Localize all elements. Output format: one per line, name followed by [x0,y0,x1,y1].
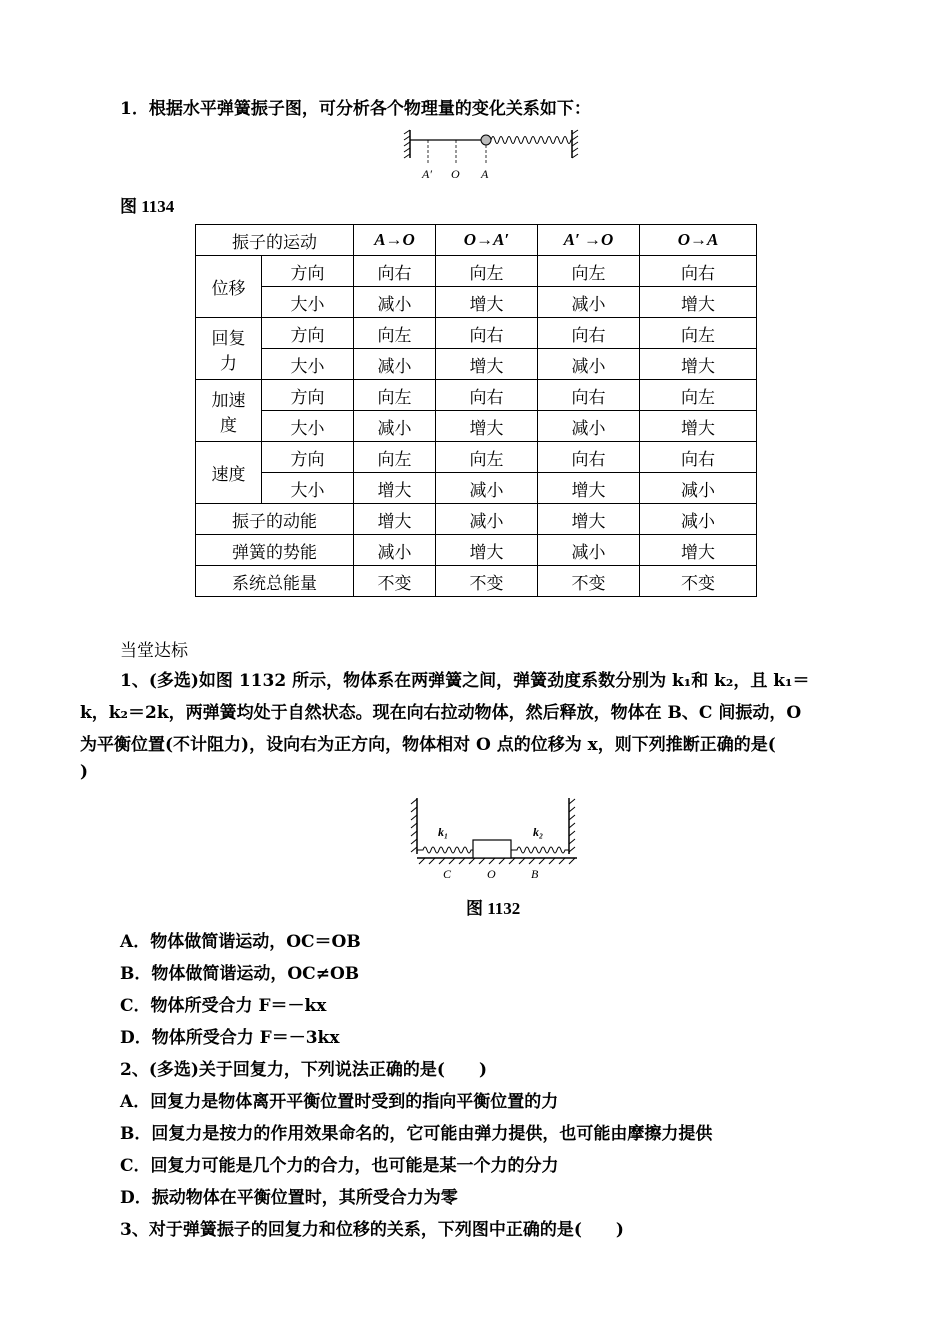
sub-cell: 大小 [262,349,354,380]
header-cell: A→O [354,225,436,256]
spring-oscillator-diagram [400,124,590,186]
table-cell: 增大 [436,535,538,566]
table-cell: 增大 [538,504,640,535]
label-a-prime: A′ [422,167,432,181]
sub-cell: 大小 [262,287,354,318]
table-row [196,473,757,504]
table-cell: 增大 [640,349,757,380]
table-cell: 减小 [354,535,436,566]
table-cell: 减小 [538,349,640,380]
header-cell: A′ →O [538,225,640,256]
table-cell: 减小 [538,411,640,442]
header-cell: O→A′ [436,225,538,256]
table-cell: 增大 [640,535,757,566]
table-row [196,535,757,566]
q2-stem: 2、(多选)关于回复力，下列说法正确的是( ) [120,1060,488,1080]
table-cell: 向右 [538,442,640,473]
table-cell: 向右 [538,318,640,349]
label-b: B [531,867,539,881]
row-name-cell: 系统总能量 [196,566,354,597]
group-name-cell: 速度 [196,442,262,504]
table-cell: 减小 [436,473,538,504]
q2-option-b: B．回复力是按力的作用效果命名的，它可能由弹力提供，也可能由摩擦力提供 [120,1124,713,1144]
label-a: A [481,167,489,181]
table-cell: 增大 [640,411,757,442]
q1-option-a: A．物体做简谐运动，OC＝OB [120,932,361,952]
table-cell: 不变 [354,566,436,597]
row-name-cell: 振子的动能 [196,504,354,535]
table-row [196,287,757,318]
q1-option-d: D．物体所受合力 F＝－3kx [120,1028,340,1048]
table-cell: 减小 [436,504,538,535]
header-cell: 振子的运动 [196,225,354,256]
table-cell: 减小 [538,287,640,318]
q2-option-d: D．振动物体在平衡位置时，其所受合力为零 [120,1188,458,1208]
label-c: C [443,867,452,881]
oscillation-table [195,224,757,597]
table-row [196,411,757,442]
label-k1: k₁ [438,825,449,839]
two-spring-diagram [405,796,581,884]
label-o: O [487,867,496,881]
sub-cell: 方向 [262,380,354,411]
table-row [196,380,757,411]
sub-cell: 大小 [262,411,354,442]
q1-line2: k，k₂＝2k，两弹簧均处于自然状态。现在向右拉动物体，然后释放，物体在 B、C 间振动，O [80,703,802,723]
table-cell: 增大 [436,411,538,442]
table-cell: 向左 [354,442,436,473]
figure-label-1134: 图 1134 [120,197,175,216]
table-cell: 减小 [354,411,436,442]
row-name-cell: 弹簧的势能 [196,535,354,566]
table-cell: 增大 [354,473,436,504]
sub-cell: 大小 [262,473,354,504]
table-row [196,349,757,380]
table-row [196,504,757,535]
table-cell: 减小 [538,535,640,566]
table-cell: 增大 [436,349,538,380]
table-cell: 减小 [640,473,757,504]
table-row [196,318,757,349]
table-cell: 增大 [538,473,640,504]
sub-cell: 方向 [262,442,354,473]
table-cell: 减小 [354,349,436,380]
table-cell: 不变 [436,566,538,597]
table-cell: 向右 [538,380,640,411]
q2-option-a: A．回复力是物体离开平衡位置时受到的指向平衡位置的力 [120,1092,559,1112]
section-title: 当堂达标 [120,641,188,661]
intro-line: 1．根据水平弹簧振子图，可分析各个物理量的变化关系如下： [120,99,591,119]
table-cell: 增大 [640,287,757,318]
q1-option-c: C．物体所受合力 F＝－kx [120,996,327,1016]
table-cell: 向右 [436,318,538,349]
sub-cell: 方向 [262,318,354,349]
table-cell: 不变 [538,566,640,597]
table-cell: 增大 [354,504,436,535]
group-name-cell: 回复 力 [196,318,262,380]
table-cell: 增大 [436,287,538,318]
group-name-cell: 加速 度 [196,380,262,442]
table-cell: 向右 [640,256,757,287]
table-cell: 向右 [436,380,538,411]
label-o: O [451,167,460,181]
table-row [196,566,757,597]
label-k2: k₂ [533,825,544,839]
q1-option-b: B．物体做简谐运动，OC≠OB [120,964,360,984]
table-cell: 向左 [436,256,538,287]
table-cell: 向左 [640,318,757,349]
q1-line4: ) [80,762,89,782]
sub-cell: 方向 [262,256,354,287]
table-cell: 减小 [640,504,757,535]
table-row [196,256,757,287]
q1-line1: 1、(多选)如图 1132 所示，物体系在两弹簧之间，弹簧劲度系数分别为 k₁和 k₂，且 k₁＝ [120,671,810,691]
figure-caption-1132: 图 1132 [466,899,521,918]
table-cell: 向右 [354,256,436,287]
q1-line3: 为平衡位置(不计阻力)，设向右为正方向，物体相对 O 点的位移为 x，则下列推断正确的是( [80,735,776,755]
group-name-cell: 位移 [196,256,262,318]
table-cell: 不变 [640,566,757,597]
table-cell: 向左 [354,380,436,411]
table-cell: 向左 [354,318,436,349]
table-header-row [196,225,757,256]
table-cell: 向左 [640,380,757,411]
table-cell: 向右 [640,442,757,473]
q2-option-c: C．回复力可能是几个力的合力，也可能是某一个力的分力 [120,1156,559,1176]
header-cell: O→A [640,225,757,256]
table-cell: 向左 [436,442,538,473]
table-cell: 减小 [354,287,436,318]
table-row [196,442,757,473]
q3-stem: 3、对于弹簧振子的回复力和位移的关系，下列图中正确的是( ) [120,1220,624,1240]
table-cell: 向左 [538,256,640,287]
